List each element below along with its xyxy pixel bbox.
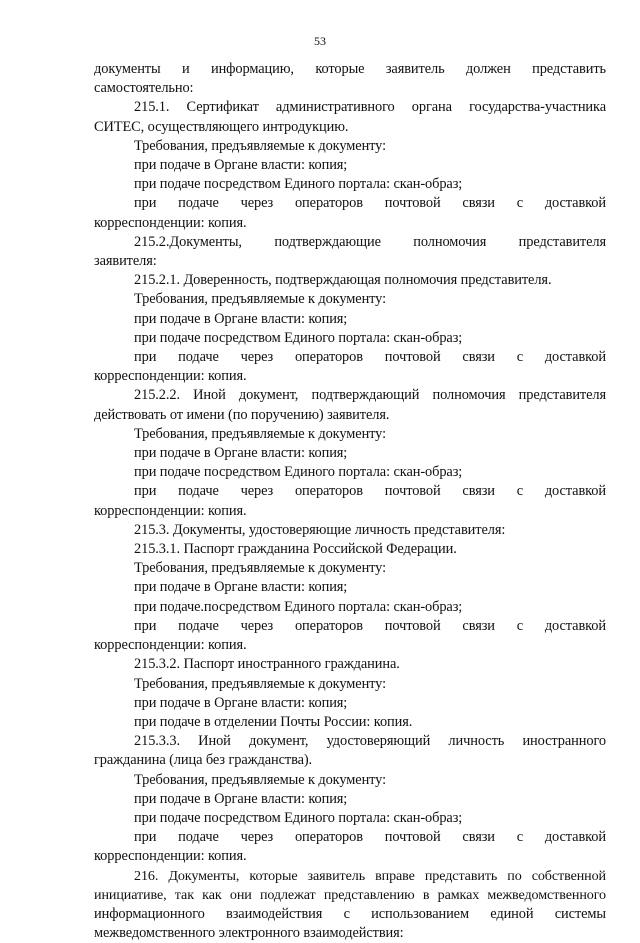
text-line: 215.3. Документы, удостоверяющие личность представителя: — [134, 521, 506, 538]
text-line: инициативе, так как они подлежат представлению в рамках межведомственного — [94, 886, 606, 903]
text-line: 215.3.2. Паспорт иностранного гражданина. — [134, 656, 400, 673]
text-line: при подаче.посредством Единого портала: скан-образ; — [134, 598, 463, 615]
text-line: корреспонденции: копия. — [94, 214, 247, 231]
text-line: 215.2.1. Доверенность, подтверждающая полномочия представителя. — [134, 272, 552, 289]
text-line: при подаче через операторов почтовой связи с доставкой — [134, 829, 606, 846]
text-line: при подаче в Органе власти: копия; — [134, 157, 348, 174]
text-line: при подаче посредством Единого портала: скан-образ; — [134, 809, 463, 826]
text-line: Требования, предъявляемые к документу: — [134, 137, 386, 154]
text-line: межведомственного электронного взаимодействия: — [94, 925, 404, 942]
page-number: 53 — [314, 34, 326, 48]
text-line: 215.2.2. Иной документ, подтверждающий полномочия представителя — [134, 387, 606, 404]
text-line: при подаче в Органе власти: копия; — [134, 445, 348, 462]
text-line: при подаче в Органе власти: копия; — [134, 310, 348, 327]
text-line: при подаче через операторов почтовой связи с доставкой — [134, 617, 606, 634]
text-line: заявителя: — [94, 253, 157, 270]
text-line: Требования, предъявляемые к документу: — [134, 675, 386, 692]
text-line: при подаче посредством Единого портала: скан-образ; — [134, 464, 463, 481]
text-line: при подаче посредством Единого портала: скан-образ; — [134, 329, 463, 346]
text-line: Требования, предъявляемые к документу: — [134, 771, 386, 788]
text-line: при подаче в Органе власти: копия; — [134, 579, 348, 596]
text-line: самостоятельно: — [94, 80, 194, 97]
text-line: информационного взаимодействия с использованием единой системы — [94, 905, 606, 922]
text-line: при подаче посредством Единого портала: скан-образ; — [134, 176, 463, 193]
text-line: 215.2.Документы, подтверждающие полномочия представителя — [134, 233, 606, 250]
text-line: при подаче через операторов почтовой связи с доставкой — [134, 195, 606, 212]
text-line: при подаче в Органе власти: копия; — [134, 694, 348, 711]
text-line: Требования, предъявляемые к документу: — [134, 425, 386, 442]
text-line: корреспонденции: копия. — [94, 368, 247, 385]
text-line: 215.3.3. Иной документ, удостоверяющий личность иностранного — [134, 733, 606, 750]
text-line: Требования, предъявляемые к документу: — [134, 291, 386, 308]
text-line: 215.3.1. Паспорт гражданина Российской Федерации. — [134, 541, 457, 558]
text-line: 216. Документы, которые заявитель вправе представить по собственной — [134, 867, 606, 884]
text-line: при подаче через операторов почтовой связи с доставкой — [134, 349, 606, 366]
text-line: Требования, предъявляемые к документу: — [134, 560, 386, 577]
text-line: СИТЕС, осуществляющего интродукцию. — [94, 118, 349, 135]
text-line: 215.1. Сертификат административного органа государства-участника — [134, 99, 606, 116]
text-line: действовать от имени (по поручению) заявителя. — [94, 406, 390, 423]
text-line: корреспонденции: копия. — [94, 637, 247, 654]
text-line: при подаче через операторов почтовой связи с доставкой — [134, 483, 606, 500]
text-line: корреспонденции: копия. — [94, 502, 247, 519]
text-line: гражданина (лица без гражданства). — [94, 752, 313, 769]
text-line: корреспонденции: копия. — [94, 848, 247, 865]
text-line: при подаче в Органе власти: копия; — [134, 790, 348, 807]
text-line: документы и информацию, которые заявитель должен представить — [94, 61, 606, 77]
document-body — [94, 60, 606, 943]
text-line: при подаче в отделении Почты России: копия. — [134, 713, 413, 730]
